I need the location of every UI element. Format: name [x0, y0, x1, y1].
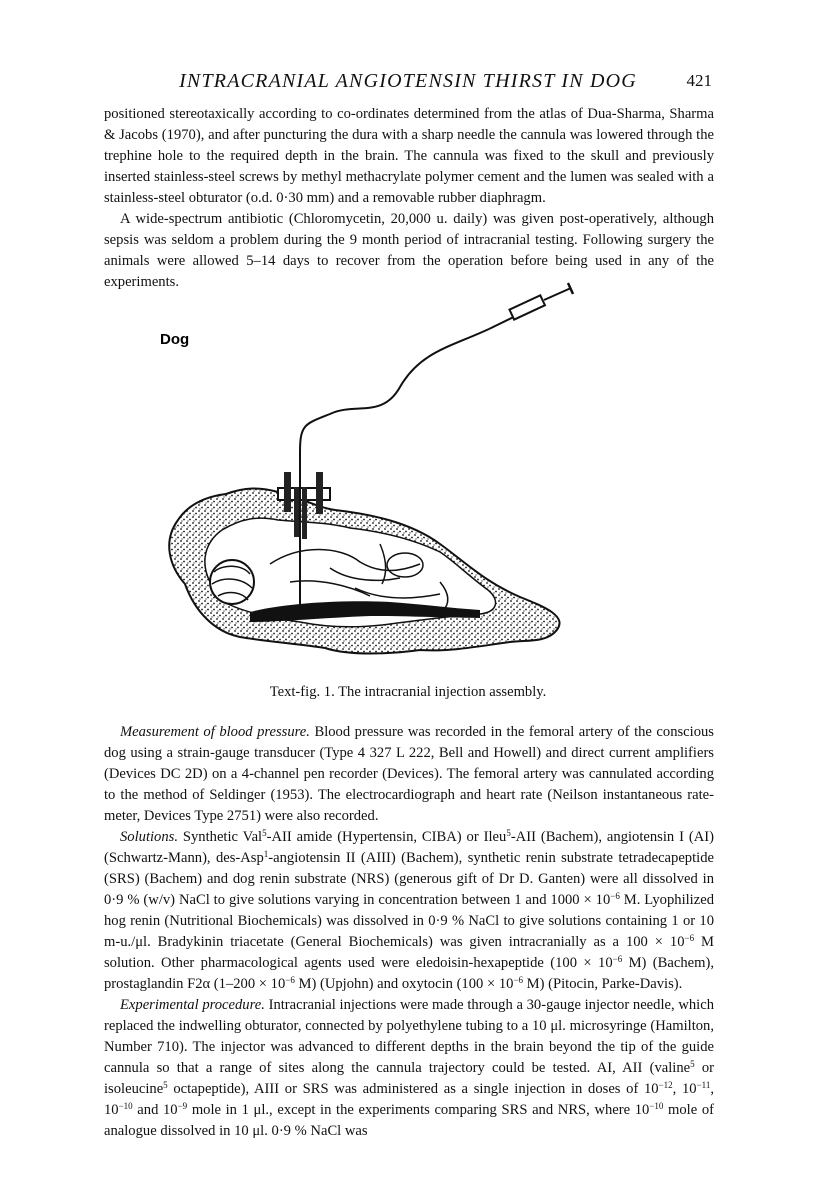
superscript: 5	[262, 828, 267, 838]
superscript: −11	[696, 1080, 711, 1090]
superscript: −6	[285, 975, 295, 985]
procedure-text-2: or isoleucine	[104, 1060, 714, 1097]
figure-injection-assembly	[150, 282, 690, 677]
dog-brain-diagram	[150, 282, 690, 677]
superscript: −6	[684, 933, 695, 943]
procedure-text-5: , 10	[104, 1081, 715, 1118]
superscript: −6	[513, 975, 524, 985]
solutions-text-1: Synthetic Val	[177, 829, 263, 845]
procedure-text-1: Intracranial injections were made through a 30-gauge injector needle, which replaced the indwelling obturator, connected by polyethylene tubing to a 10 μl. microsyringe (Hamilton, Number 710). The injector was advanced to different depths in the brain beyond the tip of the guide cannula so that a range of sites along the cannula trajectory could be tested. AI, AII (valine	[104, 997, 715, 1076]
superscript: −12	[658, 1080, 673, 1090]
solutions-text-7: M) (Bachem), prostaglandin F2α (1–200 × 10	[104, 955, 714, 992]
intro-paragraph-2: A wide-spectrum antibiotic (Chloromycetin, 20,000 u. daily) was given post-operatively, although sepsis was seldom a problem during the 9 month period of intracranial testing. Following surgery the animals were allowed 5–14 days to recover from the operation before being used in any of the experiments.	[104, 211, 714, 290]
procedure-heading: Experimental procedure.	[120, 997, 265, 1013]
superscript: −10	[118, 1101, 133, 1111]
running-title: INTRACRANIAL ANGIOTENSIN THIRST IN DOG	[179, 70, 637, 92]
superscript: −6	[612, 954, 623, 964]
page-number: 421	[686, 71, 712, 90]
solutions-text-4: -angiotensin II (AIII) (Bachem), synthetic renin substrate tetradecapeptide (SRS) (Bachem) and dog renin substrate (NRS) (generous gift of Dr D. Ganten) were all dissolved in 0·9 % (w/v) NaCl to give solutions varying in concentration between 1 and 1000 × 10	[104, 850, 714, 908]
superscript: −10	[649, 1101, 664, 1111]
syringe-icon	[489, 283, 573, 329]
solutions-heading: Solutions.	[120, 829, 178, 845]
blood-pressure-heading: Measurement of blood pressure.	[120, 724, 310, 740]
solutions-text-3: -AII (Bachem), angiotensin I (AI) (Schwartz-Mann), des-Asp	[104, 829, 714, 866]
blood-pressure-body: Blood pressure was recorded in the femoral artery of the conscious dog using a strain-gauge transducer (Type 4 327 L 222, Bell and Howell) and direct current amplifiers (Devices DC 2D) on a 4-channel pen recorder (Devices). The femoral artery was cannulated according to the method of Seldinger (1953). The electrocardiograph and heart rate (Neilson instantaneous rate-meter, Devices Type 2751) were also recorded.	[104, 724, 714, 824]
solutions-text-6: M solution. Other pharmacological agents used were eledoisin-hexapeptide (100 × 10	[104, 934, 715, 971]
procedure-text-3: octapeptide), AIII or SRS was administered as a single injection in doses of 10	[167, 1081, 659, 1097]
solutions-text-5: M. Lyophilized hog renin (Nutritional Biochemicals) was dissolved in 0·9 % NaCl to give solutions containing 1 or 10 m-u./μl. Bradykinin triacetate (General Biochemicals) was given intracranially as a 100 × 10	[104, 892, 714, 950]
superscript: −6	[610, 891, 620, 901]
figure-caption: Text-fig. 1. The intracranial injection assembly.	[269, 684, 547, 700]
superscript: 5	[690, 1059, 695, 1069]
procedure-text-6: and 10	[132, 1102, 178, 1118]
solutions-text-2: -AII amide (Hypertensin, CIBA) or Ileu	[266, 829, 507, 845]
polyethylene-tubing	[300, 329, 489, 487]
intro-text	[104, 104, 714, 293]
procedure-text-8: mole of analogue dissolved in 10 μl. 0·9 % NaCl was	[104, 1102, 715, 1139]
intro-paragraph-1: positioned stereotaxically according to co-ordinates determined from the atlas of Dua-Sharma, Sharma & Jacobs (1970), and after puncturing the dura with a sharp needle the cannula was lowered through the trephine hole to the required depth in the brain. The cannula was fixed to the skull and previously inserted stainless-steel screws by methyl methacrylate polymer cement and the lumen was sealed with a stainless-steel obturator (o.d. 0·30 mm) and a removable rubber diaphragm.	[104, 106, 714, 206]
procedure-paragraph	[104, 995, 714, 1142]
superscript: 5	[506, 828, 511, 838]
solutions-text-8: M) (Upjohn) and oxytocin (100 × 10	[294, 976, 514, 992]
procedure-text-4: , 10	[672, 1081, 697, 1097]
procedure-text-7: mole in 1 μl., except in the experiments comparing SRS and NRS, where 10	[187, 1102, 650, 1118]
figure-label: Dog	[160, 331, 190, 348]
superscript: −9	[177, 1101, 188, 1111]
blood-pressure-paragraph	[104, 722, 714, 827]
superscript: 1	[263, 849, 269, 859]
superscript: 5	[163, 1080, 168, 1090]
cerebellum	[210, 560, 254, 604]
solutions-paragraph	[104, 827, 714, 995]
methods-text	[104, 722, 714, 1142]
page-header	[0, 70, 816, 96]
solutions-text-9: M) (Pitocin, Parke-Davis).	[523, 976, 683, 992]
